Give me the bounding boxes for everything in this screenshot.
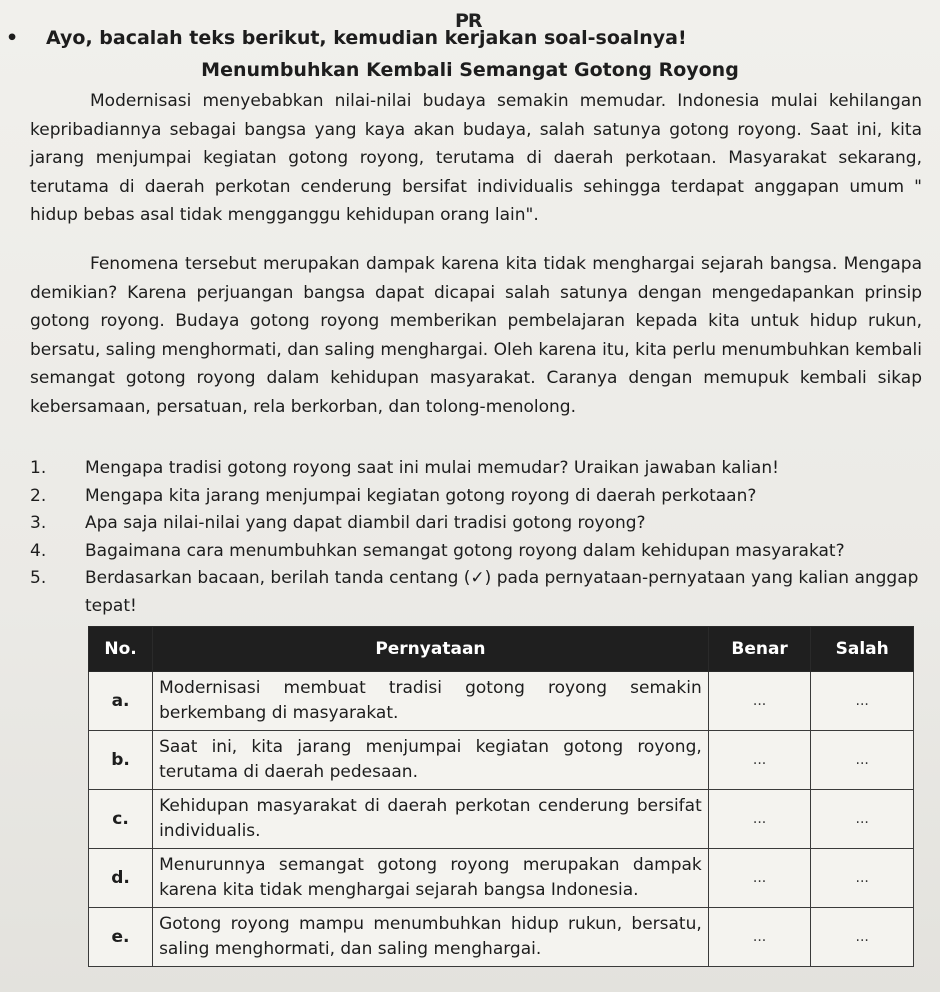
table-row: [89, 672, 914, 731]
true-answer-cell[interactable]: ...: [708, 672, 811, 731]
question-number: 3.: [30, 513, 47, 533]
handwritten-note: PR: [455, 10, 482, 32]
true-answer-cell[interactable]: ...: [708, 790, 811, 849]
row-statement: Menurunnya semangat gotong royong merupakan dampak karena kita tidak menghargai sejarah bangsa Indonesia.: [153, 849, 709, 908]
question-text: Bagaimana cara menumbuhkan semangat gotong royong dalam kehidupan masyarakat?: [85, 540, 845, 561]
row-statement: Kehidupan masyarakat di daerah perkotan cenderung bersifat individualis.: [153, 790, 709, 849]
instruction-line: [6, 26, 906, 50]
question-item: [30, 483, 930, 511]
false-answer-cell[interactable]: ...: [811, 731, 914, 790]
question-text: Apa saja nilai-nilai yang dapat diambil dari tradisi gotong royong?: [85, 513, 646, 533]
true-answer-cell[interactable]: ...: [708, 731, 811, 790]
row-statement: Gotong royong mampu menumbuhkan hidup rukun, bersatu, saling menghormati, dan saling menghargai.: [153, 908, 709, 967]
question-item: [30, 455, 930, 483]
row-statement: Saat ini, kita jarang menjumpai kegiatan gotong royong, terutama di daerah pedesaan.: [153, 731, 709, 790]
table-row: [89, 790, 914, 849]
row-no: e.: [89, 908, 153, 967]
header-no: No.: [89, 627, 153, 672]
true-answer-cell[interactable]: ...: [708, 908, 811, 967]
header-true: Benar: [708, 627, 811, 672]
article-title: Menumbuhkan Kembali Semangat Gotong Royong: [201, 59, 739, 81]
statement-table: [88, 626, 914, 967]
question-number: 5.: [30, 568, 47, 588]
question-item: [30, 565, 930, 620]
row-no: a.: [89, 672, 153, 731]
false-answer-cell[interactable]: ...: [811, 849, 914, 908]
question-number: 2.: [30, 485, 47, 506]
question-text: Berdasarkan bacaan, berilah tanda centang (✓) pada pernyataan-pernyataan yang kalian anggap tepat!: [85, 568, 919, 616]
row-no: c.: [89, 790, 153, 849]
instruction-text: Ayo, bacalah teks berikut, kemudian kerjakan soal-soalnya!: [46, 27, 687, 49]
row-no: b.: [89, 731, 153, 790]
table-row: [89, 731, 914, 790]
question-item: [30, 538, 930, 566]
article-paragraph-1: Modernisasi menyebabkan nilai-nilai budaya semakin memudar. Indonesia mulai kehilangan kepribadiannya sebagai bangsa yang kaya akan budaya, salah satunya gotong royong. Saat ini, kita jarang menjumpai kegiatan gotong royong, terutama di daerah perkotaan. Masyarakat sekarang, terutama di daerah perkotan cenderung bersifat individualis sehingga terdapat anggapan umum " hidup bebas asal tidak mengganggu kehidupan orang lain".: [30, 91, 922, 225]
true-answer-cell[interactable]: ...: [708, 849, 811, 908]
question-text: Mengapa tradisi gotong royong saat ini mulai memudar? Uraikan jawaban kalian!: [85, 458, 779, 478]
false-answer-cell[interactable]: ...: [811, 908, 914, 967]
bullet-icon: •: [6, 27, 19, 49]
table-row: [89, 849, 914, 908]
false-answer-cell[interactable]: ...: [811, 790, 914, 849]
row-statement: Modernisasi membuat tradisi gotong royong semakin berkembang di masyarakat.: [153, 672, 709, 731]
row-no: d.: [89, 849, 153, 908]
question-text: Mengapa kita jarang menjumpai kegiatan gotong royong di daerah perkotaan?: [85, 485, 757, 506]
table-row: [89, 908, 914, 967]
false-answer-cell[interactable]: ...: [811, 672, 914, 731]
article-paragraph-2: Fenomena tersebut merupakan dampak karena kita tidak menghargai sejarah bangsa. Mengapa demikian? Karena perjuangan bangsa dapat dicapai salah satunya dengan mengedapankan prinsip gotong royong. Budaya gotong royong memberikan pembelajaran kepada kita untuk hidup rukun, bersatu, saling menghormati, dan saling menghargai. Oleh karena itu, kita perlu menumbuhkan kembali semangat gotong royong dalam kehidupan masyarakat. Caranya dengan memupuk kembali sikap kebersamaan, persatuan, rela berkorban, dan tolong-menolong.: [30, 254, 922, 417]
table-header-row: [89, 627, 914, 672]
header-false: Salah: [811, 627, 914, 672]
question-number: 4.: [30, 540, 47, 561]
header-statement: Pernyataan: [153, 627, 709, 672]
question-item: [30, 510, 930, 538]
question-number: 1.: [30, 458, 47, 478]
question-list: [30, 455, 930, 620]
